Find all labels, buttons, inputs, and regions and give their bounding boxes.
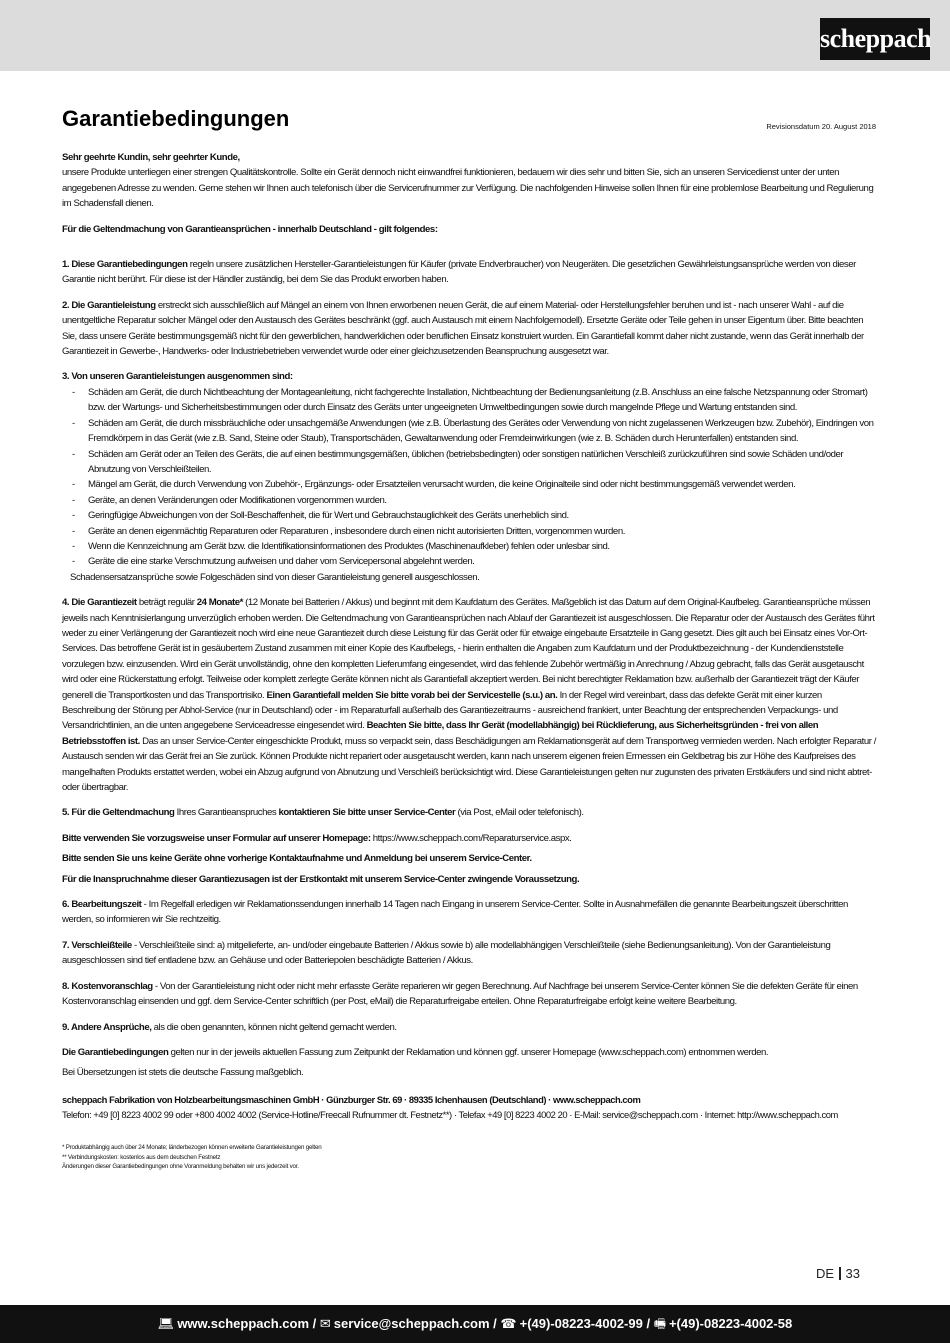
section-4: 4. Die Garantiezeit beträgt regulär 24 Monate* (12 Monate bei Batterien / Akkus) und beginnt mit dem Kaufdatum des Gerätes. Maßgeblich ist das Datum auf dem Original-Kaufbeleg. Garantieansprüche müssen jeweils nach Kenntnisierlangung unverzüglich erhoben werden. Die Geltendmachung von Garantieansprüchen nach Ablauf der Garantiezeit ist ausgeschlossen. Die Reparatur oder der Austausch des Gerätes führt weder zu einer Verlängerung der Garantiezeit noch wird eine neue Garantiezeit durch diese Leistung für das Gerät oder für etwaige eingebaute Ersatzteile in Gang gesetzt. Dies gilt auch bei Einsatz eines Vor-Ort-Services. Das betroffene Gerät ist in gesäubertem Zustand zusammen mit einer Kopie des Kaufbelegs, - hierin enthalten die Angaben zum Kaufdatum und der Produktbezeichnung - der Kundendienststelle vorzulegen bzw. einzusenden. Wird ein Gerät unvollständig, ohne den kompletten Lieferumfang eingesendet, wird das fehlende Zubehör wertmäßig in Anrechnung / Abzug gebracht, falls das Gerät ausgetauscht wird oder eine Rückerstattung erfolgt. Teilweise oder komplett zerlegte Geräte können nicht als Garantiefall akzeptiert werden. Bei nicht berechtigter Reklamation bzw. außerhalb der Garantiezeit trägt der Käufer generell die Transportkosten und das Transportrisiko. Einen Garantiefall melden Sie bitte vorab bei der Servicestelle (s.u.) an. In der Regel wird vereinbart, dass das defekte Gerät mit einer kurzen Beschreibung der Störung per Abhol-Service (nur in Deutschland) oder - im Reparaturfall außerhalb des Garantiezeitraums - ausreichend frankiert, unter Beachtung der entsprechenden Verpackungs- und Versandrichtlinien, an die unten angegebene Serviceadresse eingesendet wird. Beachten Sie bitte, dass Ihr Gerät (modellabhängig) bei Rücklieferung, aus Sicherheitsgründen - frei von allen Betriebsstoffen ist. Das an unser Service-Center eingeschickte Produkt, muss so verpackt sein, dass Beschädigungen am Reklamationsgerät auf dem Transportweg vermieden werden. Nach erfolgter Reparatur / Austausch senden wir das Gerät frei an Sie zurück. Können Produkte nicht repariert oder ausgetauscht werden, kann nach unserem eigenen freien Ermessen ein Geldbetrag bis zur Höhe des Kaufpreises des mangelhaften Produkts erstattet werden, wobei ein Abzug aufgrund von Abnutzung und Verschleiß berücksichtigt wird. Diese Garantieleistungen gelten nur zugunsten des privaten Erstkäufers und sind nicht abtret- oder übertragbar. bbox=[62, 597, 876, 794]
list-item: - Geräte die eine starke Verschmutzung aufweisen und daher vom Servicepersonal abgelehnt werden. bbox=[72, 554, 877, 569]
list-item: - Schäden am Gerät, die durch missbräuchliche oder unsachgemäße Anwendungen (wie z.B. Überlastung des Gerätes oder Verwendung von nicht zugelassenen Werkzeugen bzw. Zubehör), Eindringen von Fremdkörpern in das Gerät (wie z.B. Sand, Steine oder Staub), Transportschäden, Gewaltanwendung oder Fremdeinwirkungen (wie z. B. Schäden durch Herunterfallen) entstanden sind. bbox=[72, 416, 877, 447]
section-6: 6. Bearbeitungszeit - Im Regelfall erledigen wir Reklamationssendungen innerhalb 14 Tagen nach Eingang in unserem Service-Center. Sollte in Ausnahmefällen die genannte Bearbeitungszeit überschritten werden, so informieren wir Sie rechtzeitig. bbox=[62, 899, 848, 926]
page-title: Garantiebedingungen bbox=[62, 106, 290, 131]
intro-text: unsere Produkte unterliegen einer strengen Qualitätskontrolle. Sollte ein Gerät dennoch nicht einwandfrei funktionieren, bedauern wir dies sehr und bitten Sie, sich an unseren Servicedienst unter der unten angegebenen Adresse zu wenden. Gerne stehen wir Ihnen auch telefonisch über die Servicerufnummer zur Verfügung. Die nachfolgenden Hinweise sollen Ihnen für eine problemlose Bearbeitung und Regulierung im Schadensfall dienen. bbox=[62, 167, 874, 210]
section-7: 7. Verschleißteile - Verschleißteile sind: a) mitgelieferte, an- und/oder eingebaute Batterien / Akkus sowie b) alle modellabhängigen Verschleißteile (siehe Bedienungsanleitung). Von der Garantieleistung ausgeschlossen sind tief entladene bzw. an Gehäuse und oder Batteriepolen beschädigte Batterien / Akkus. bbox=[62, 939, 831, 967]
exclusion-list bbox=[62, 385, 877, 570]
list-item: - Wenn die Kennzeichnung am Gerät bzw. die Identifikationsinformationen des Produktes (Maschinenaufkleber) fehlen oder unlesbar sind. bbox=[72, 539, 877, 554]
terms-body bbox=[62, 150, 877, 1091]
list-item: - Geräte an denen eigenmächtig Reparaturen oder Reparaturen , insbesondere durch einen nicht autorisierten Dritten, vorgenommen wurden. bbox=[72, 524, 877, 539]
company-contact: Telefon: +49 [0] 8223 4002 99 oder +800 4002 4002 (Service-Hotline/Freecall Rufnummer dt. Festnetz**) · Telefax +49 [0] 8223 4002 20 · E-Mail: service@scheppach.com · Internet: http://www.scheppach.com bbox=[62, 1109, 838, 1120]
list-item: - Geringfügige Abweichungen von der Soll-Beschaffenheit, die für Wert und Gebrauchstauglichkeit des Geräts unerheblich sind. bbox=[72, 508, 877, 523]
section-5-no-send: Bitte senden Sie uns keine Geräte ohne vorherige Kontaktaufnahme und Anmeldung bei unserem Service-Center. bbox=[62, 853, 532, 865]
revision-date: Revisionsdatum 20. August 2018 bbox=[766, 122, 876, 131]
fax-icon: 🖷︎ bbox=[653, 1316, 666, 1331]
company-info bbox=[62, 1092, 882, 1122]
section-5-homepage: Bitte verwenden Sie vorzugsweise unser Formular auf unserer Homepage: https://www.scheppach.com/Reparaturservice.aspx. bbox=[62, 832, 572, 844]
list-item: - Geräte, an denen Veränderungen oder Modifikationen vorgenommen wurden. bbox=[72, 493, 877, 508]
company-address: scheppach Fabrikation von Holzbearbeitungsmaschinen GmbH · Günzburger Str. 69 · 89335 Ichenhausen (Deutschland) · www.scheppach.com bbox=[62, 1094, 641, 1105]
email-link[interactable]: service@scheppach.com / bbox=[333, 1316, 497, 1331]
section-3-closing: Schadensersatzansprüche sowie Folgeschäden sind von dieser Garantieleistung generell ausgeschlossen. bbox=[70, 571, 480, 583]
section-1: 1. Diese Garantiebedingungen regeln unsere zusätzlichen Hersteller-Garantieleistungen für Käufer (private Endverbraucher) von Neugeräten. Die gesetzlichen Gewährleistungsansprüche werden von dieser Garantie nicht berührt. Für diese ist der Händler zuständig, bei dem Sie das Produkt erworben haben. bbox=[62, 259, 856, 286]
section-3-heading: 3. Von unseren Garantieleistungen ausgenommen sind: bbox=[62, 371, 293, 383]
footnote: ** Verbindungskosten: kostenlos aus dem deutschen Festnetz bbox=[62, 1153, 221, 1161]
list-item: - Schäden am Gerät, die durch Nichtbeachtung der Montageanleitung, nicht fachgerechte Installation, Nichtbeachtung der Bedienungsanleitung (z.B. Anschluss an eine falsche Netzspannung oder Stromart) bzw. der Wartungs- und Sicherheitsbestimmungen oder durch Einsatz des Geräts unter ungeeigneten Umweltbedingungen sowie durch mangelnde Pflege und Wartung entstanden sind. bbox=[72, 385, 877, 416]
footnote: Änderungen dieser Garantiebedingungen ohne Voranmeldung behalten wir uns jederzeit vor. bbox=[62, 1163, 299, 1170]
section-8: 8. Kostenvoranschlag - Von der Garantieleistung nicht oder nicht mehr erfasste Geräte reparieren wir gegen Berechnung. Auf Nachfrage bei unserem Service-Center können Sie die defekten Geräte für einen Kostenvoranschlag einsenden und ggf. dem Service-Center schriftlich (per Post, eMail) die Reparaturfreigabe erteilen. Ohne Reparaturfreigabe erfolgt keine weitere Bearbeitung. bbox=[62, 980, 858, 1008]
scope-heading: Für die Geltendmachung von Garantieansprüchen - innerhalb Deutschland - gilt folgendes: bbox=[62, 223, 438, 235]
validity-note: Die Garantiebedingungen gelten nur in der jeweils aktuellen Fassung zum Zeitpunkt der Reklamation und können ggf. unserer Homepage (www.scheppach.com) entnommen werden. bbox=[62, 1046, 769, 1058]
divider bbox=[839, 1267, 841, 1280]
translation-note: Bei Übersetzungen ist stets die deutsche Fassung maßgeblich. bbox=[62, 1067, 304, 1079]
greeting: Sehr geehrte Kundin, sehr geehrter Kunde, bbox=[62, 152, 240, 163]
contact-bar bbox=[0, 1305, 950, 1343]
fax-number: +(49)-08223-4002-58 bbox=[668, 1316, 793, 1331]
section-3 bbox=[62, 369, 877, 585]
header-bar bbox=[0, 0, 950, 71]
section-9: 9. Andere Ansprüche, als die oben genannten, können nicht geltend gemacht werden. bbox=[62, 1021, 397, 1033]
section-5-first-contact: Für die Inanspruchnahme dieser Garantiezusagen ist der Erstkontakt mit unserem Service-Center zwingende Voraussetzung. bbox=[62, 873, 580, 885]
scheppach-logo: scheppach bbox=[820, 18, 930, 60]
intro-block bbox=[62, 150, 877, 212]
page-number bbox=[816, 1266, 860, 1281]
phone-number: +(49)-08223-4002-99 / bbox=[519, 1316, 651, 1331]
list-item: - Schäden am Gerät oder an Teilen des Geräts, die auf einen bestimmungsgemäßen, üblichen (betriebsbedingten) oder sonstigen natürlichen Verschleiß zurückzuführen sind sowie Schäden und/oder Abnutzung von Verschleißteilen. bbox=[72, 447, 877, 478]
section-2: 2. Die Garantieleistung erstreckt sich ausschließlich auf Mängel an einem von Ihnen erworbenen neuen Gerät, die auf einem Material- oder Herstellungsfehler beruhen und ist - nach unserer Wahl - auf die unentgeltliche Reparatur solcher Mängel oder den Austausch des Gerätes beschränkt (ggf. auch Austausch mit einem Nachfolgemodell). Ersetzte Geräte oder Teile gehen in unser Eigentum über. Bitte beachten Sie, dass unsere Geräte bestimmungsgemäß nicht für den gewerblichen, handwerklichen oder beruflichen Einsatz konstruiert wurden. Ein Garantiefall kommt daher nicht zustande, wenn das Gerät innerhalb der Garantiezeit in Gewerbe-, Handwerks- oder Industriebetrieben verwendet wurde oder einer gleichzusetzenden Beanspruchung ausgesetzt war. bbox=[62, 299, 864, 358]
mail-icon: ✉︎ bbox=[319, 1316, 331, 1331]
footnote: * Produktabhängig auch über 24 Monate; länderbezogen können erweiterte Garantieleistungen gelten bbox=[62, 1144, 322, 1151]
computer-icon: 💻︎ bbox=[157, 1316, 175, 1331]
language-code: DE bbox=[815, 1266, 835, 1281]
website-link[interactable]: www.scheppach.com / bbox=[177, 1316, 317, 1331]
list-item: - Mängel am Gerät, die durch Verwendung von Zubehör-, Ergänzungs- oder Ersatzteilen verursacht wurden, die keine Originalteile sind oder nicht bestimmungsgemäß verwendet werden. bbox=[72, 477, 877, 492]
footnotes bbox=[62, 1143, 662, 1172]
page-number-value: 33 bbox=[845, 1266, 860, 1281]
section-5: 5. Für die Geltendmachung Ihres Garantieanspruches kontaktieren Sie bitte unser Service-Center (via Post, eMail oder telefonisch). bbox=[62, 807, 584, 819]
phone-icon: ☎︎ bbox=[500, 1316, 517, 1331]
